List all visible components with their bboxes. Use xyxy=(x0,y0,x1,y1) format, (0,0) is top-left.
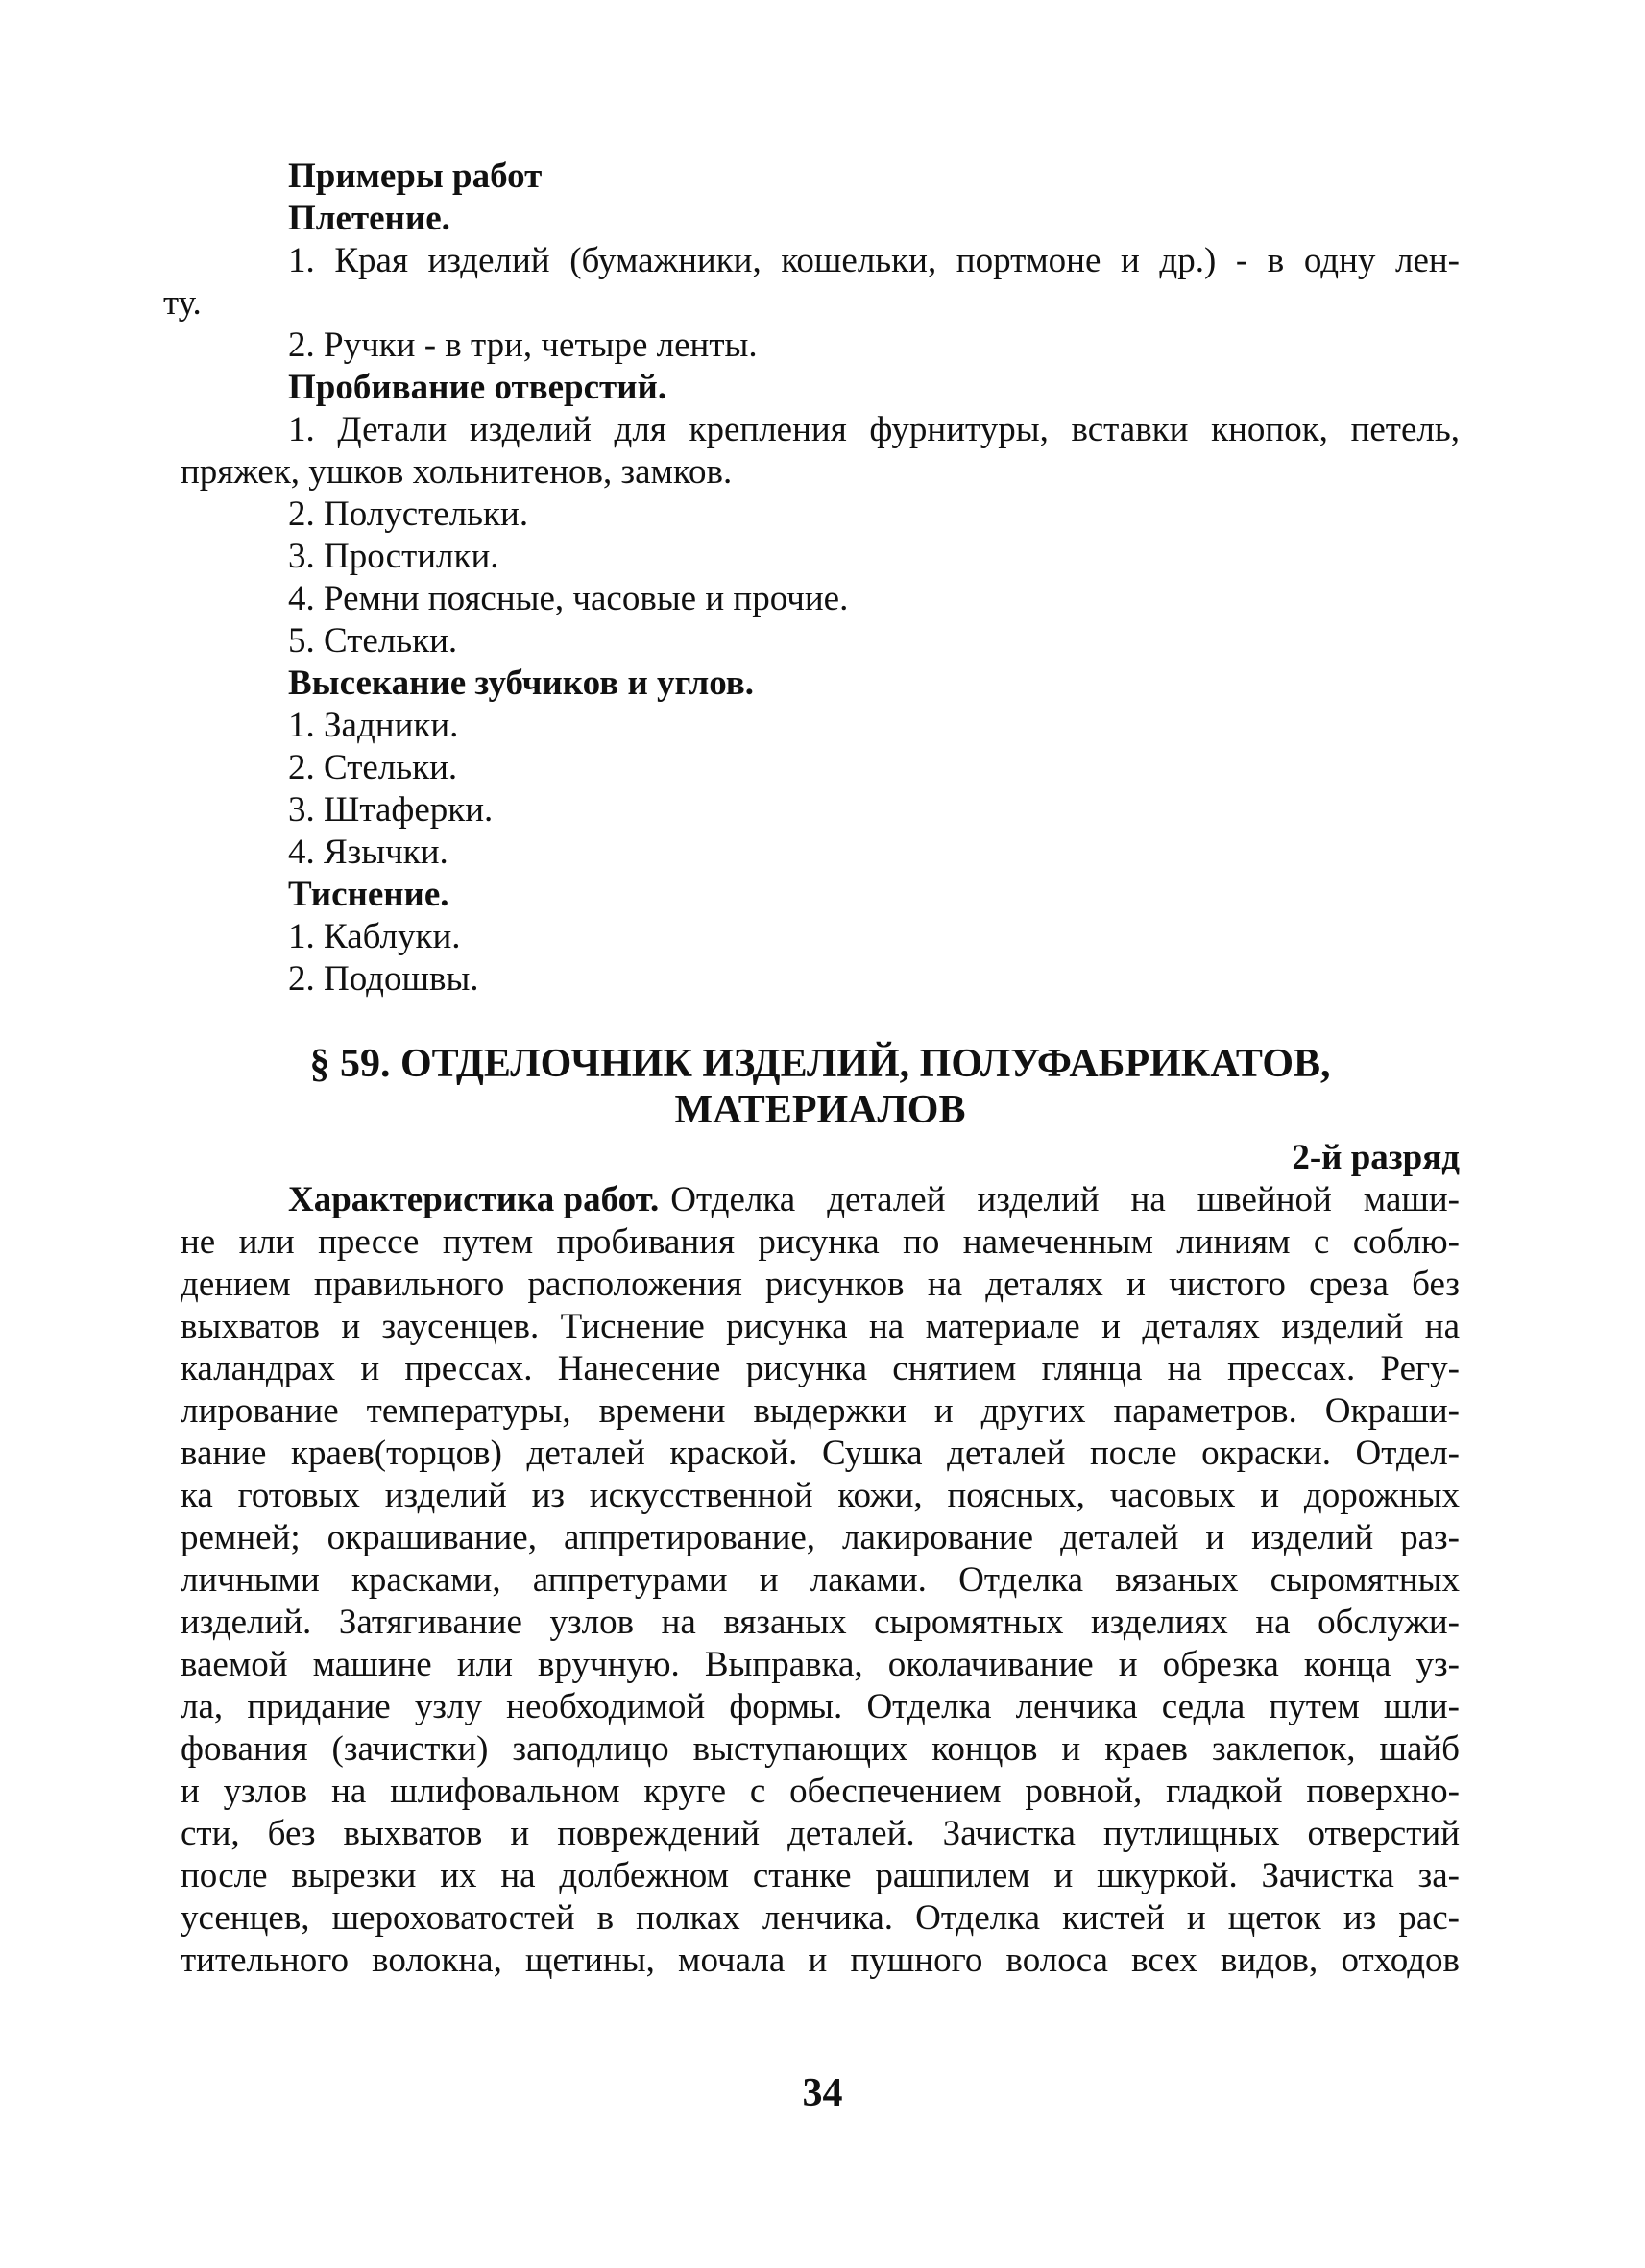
list-item: 2. Стельки. xyxy=(288,748,458,787)
list-item: 5. Стельки. xyxy=(288,621,458,661)
paragraph-line: не или прессе путем пробивания рисунка по намеченным линиям с соблю- xyxy=(181,1222,1460,1262)
list-item: 2. Подошвы. xyxy=(288,959,479,999)
paragraph-line: дением правильного расположения рисунков на деталях и чистого среза без xyxy=(181,1265,1460,1304)
list-item: 3. Простилки. xyxy=(288,537,499,576)
paragraph-line: Отделка деталей изделий на швейной маши- xyxy=(670,1180,1460,1219)
group-title-tisnenie: Тиснение. xyxy=(288,875,449,914)
grade-label: 2-й разряд xyxy=(1292,1138,1460,1177)
paragraph-line: фования (зачистки) заподлицо выступающих концов и краев заклепок, шайб xyxy=(181,1729,1460,1769)
paragraph-line: выхватов и заусенцев. Тиснение рисунка на материале и деталях изделий на xyxy=(181,1307,1460,1346)
paragraph-line: ла, придание узлу необходимой формы. Отделка ленчика седла путем шли- xyxy=(181,1687,1460,1726)
paragraph-line: лирование температуры, времени выдержки и других параметров. Окраши- xyxy=(181,1391,1460,1431)
page-number: 34 xyxy=(802,2071,843,2115)
paragraph-line: каландрах и прессах. Нанесение рисунка снятием глянца на прессах. Регу- xyxy=(181,1349,1460,1388)
paragraph-line: тительного волокна, щетины, мочала и пушного волоса всех видов, отходов xyxy=(181,1941,1460,1980)
list-item: 1. Каблуки. xyxy=(288,917,461,956)
paragraph-line: усенцев, шероховатостей в полках ленчика. Отделка кистей и щеток из рас- xyxy=(181,1898,1460,1938)
list-item-continuation: ту. xyxy=(163,283,202,323)
list-item: 3. Штаферки. xyxy=(288,790,494,830)
examples-heading: Примеры работ xyxy=(288,157,543,196)
section-title-line-2: МАТЕРИАЛОВ xyxy=(674,1088,966,1132)
paragraph-line: вание краев(торцов) деталей краской. Сушка деталей после окраски. Отдел- xyxy=(181,1434,1460,1473)
section-title-line-1: § 59. ОТДЕЛОЧНИК ИЗДЕЛИЙ, ПОЛУФАБРИКАТОВ, xyxy=(309,1042,1331,1086)
paragraph-line: и узлов на шлифовальном круге с обеспечением ровной, гладкой поверхно- xyxy=(181,1772,1460,1811)
paragraph-line: изделий. Затягивание узлов на вязаных сыромятных изделиях на обслужи- xyxy=(181,1603,1460,1642)
paragraph-line: ка готовых изделий из искусственной кожи, поясных, часовых и дорожных xyxy=(181,1476,1460,1515)
list-item: 2. Ручки - в три, четыре ленты. xyxy=(288,326,758,365)
list-item: 1. Задники. xyxy=(288,706,459,745)
paragraph-line: после вырезки их на долбежном станке рашпилем и шкуркой. Зачистка за- xyxy=(181,1856,1460,1895)
list-item: 4. Язычки. xyxy=(288,832,448,872)
list-item: 1. Края изделий (бумажники, кошельки, портмоне и др.) - в одну лен- xyxy=(288,241,1460,280)
list-item: 1. Детали изделий для крепления фурнитуры, вставки кнопок, петель, xyxy=(288,410,1460,449)
group-title-vysekanie: Высекание зубчиков и углов. xyxy=(288,664,755,703)
list-item: 2. Полустельки. xyxy=(288,495,529,534)
group-title-pletenie: Плетение. xyxy=(288,199,450,238)
paragraph-line: сти, без выхватов и повреждений деталей. Зачистка путлищных отверстий xyxy=(181,1814,1460,1853)
paragraph-line: ремней; окрашивание, аппретирование, лакирование деталей и изделий раз- xyxy=(181,1518,1460,1557)
paragraph-line: ваемой машине или вручную. Выправка, околачивание и обрезка конца уз- xyxy=(181,1645,1460,1684)
list-item: 4. Ремни поясные, часовые и прочие. xyxy=(288,579,849,618)
paragraph-line: личными красками, аппретурами и лаками. Отделка вязаных сыромятных xyxy=(181,1560,1460,1600)
characteristic-first-line xyxy=(288,1179,1460,1221)
list-item-continuation: пряжек, ушков хольнитенов, замков. xyxy=(181,452,733,492)
group-title-probivanie: Пробивание отверстий. xyxy=(288,368,667,407)
characteristic-label: Характеристика работ. xyxy=(288,1180,660,1219)
